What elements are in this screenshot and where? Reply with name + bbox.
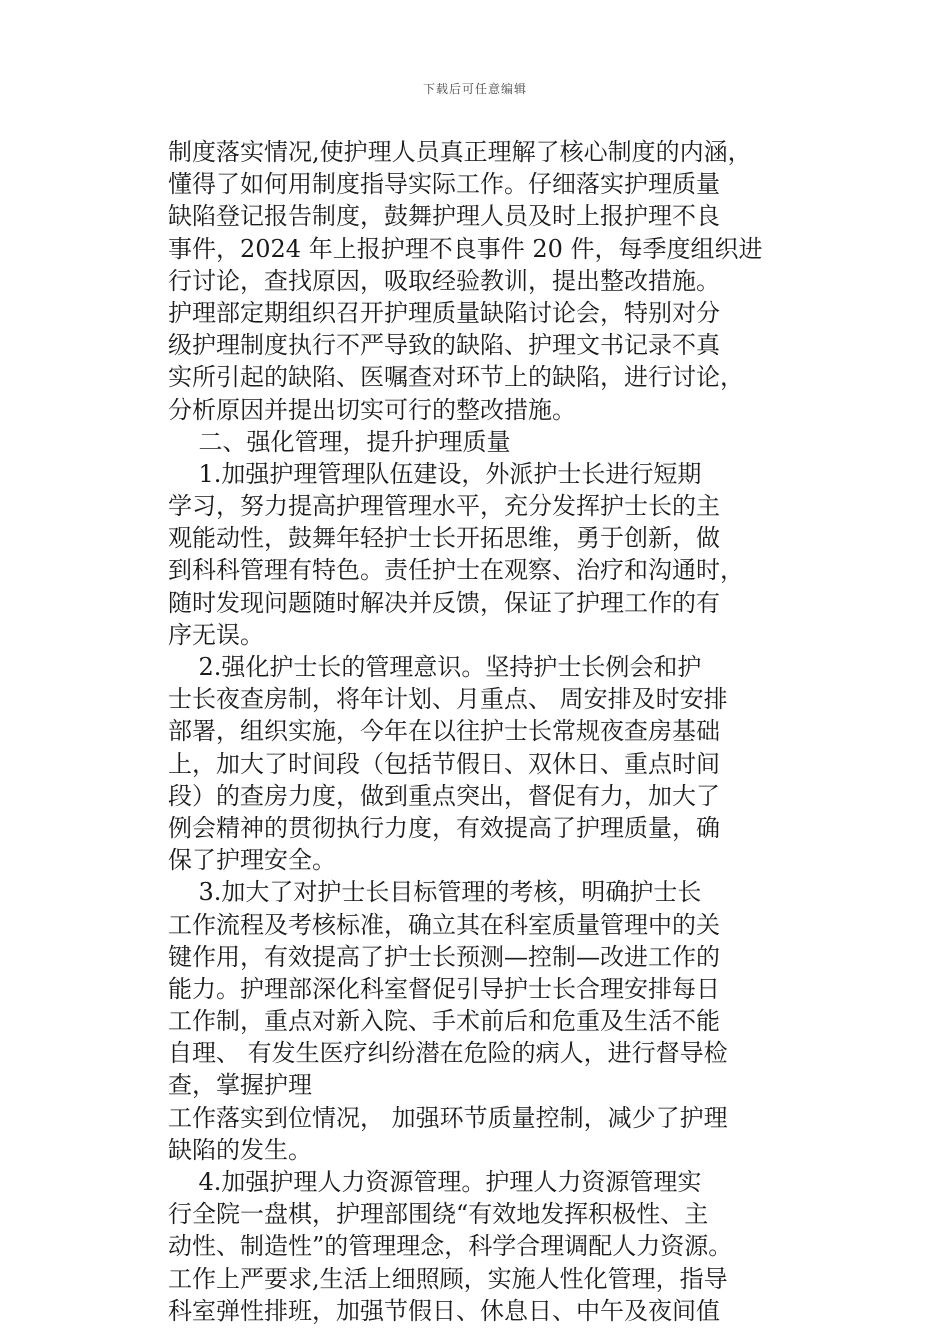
text-line: 工作上严要求,生活上细照顾，实施人性化管理，指导 — [168, 1264, 728, 1293]
text-line: 例会精神的贯彻执行力度，有效提高了护理质量，确 — [168, 813, 720, 842]
text-line: 护理部定期组织召开护理质量缺陷讨论会，特别对分 — [168, 298, 720, 327]
text-line: 懂得了如何用制度指导实际工作。仔细落实护理质量 — [168, 170, 720, 199]
text-line: 自理、 有发生医疗纠纷潜在危险的病人，进行督导检 — [168, 1039, 728, 1068]
text-line: 学习，努力提高护理管理水平，充分发挥护士长的主 — [168, 492, 720, 521]
text-line: 上，加大了时间段（包括节假日、双休日、重点时间 — [168, 749, 720, 778]
text-line: 查，掌握护理 — [168, 1071, 312, 1100]
text-line: 级护理制度执行不严导致的缺陷、护理文书记录不真 — [168, 331, 720, 360]
text-line: 行全院一盘棋，护理部围绕“有效地发挥积极性、主 — [168, 1200, 709, 1229]
text-line: 随时发现问题随时解决并反馈，保证了护理工作的有 — [168, 588, 720, 617]
text-line: 工作流程及考核标准，确立其在科室质量管理中的关 — [168, 910, 720, 939]
text-line: 4.加强护理人力资源管理。护理人力资源管理实 — [168, 1168, 702, 1196]
text-line: 能力。护理部深化科室督促引导护士长合理安排每日 — [168, 974, 720, 1003]
text-line: 缺陷的发生。 — [168, 1135, 312, 1164]
text-line: 段）的查房力度，做到重点突出，督促有力，加大了 — [168, 781, 720, 810]
text-line: 实所引起的缺陷、医嘱查对环节上的缺陷，进行讨论， — [168, 363, 744, 392]
section-heading: 二、强化管理，提升护理质量 — [168, 427, 511, 456]
text-line: 键作用，有效提高了护士长预测—控制—改进工作的 — [168, 942, 720, 971]
document-body — [168, 136, 788, 1327]
text-line: 士长夜查房制，将年计划、月重点、 周安排及时安排 — [168, 685, 728, 714]
text-line: 缺陷登记报告制度，鼓舞护理人员及时上报护理不良 — [168, 202, 720, 231]
text-line: 保了护理安全。 — [168, 846, 336, 875]
text-line: 工作制，重点对新入院、手术前后和危重及生活不能 — [168, 1007, 720, 1036]
text-line: 部署，组织实施，今年在以往护士长常规夜查房基础 — [168, 717, 720, 746]
text-line: 1.加强护理管理队伍建设，外派护士长进行短期 — [168, 459, 702, 488]
text-line: 科室弹性排班，加强节假日、休息日、中午及夜间值 — [168, 1296, 720, 1325]
text-line: 分析原因并提出切实可行的整改措施。 — [168, 395, 576, 424]
text-line: 工作落实到位情况， 加强环节质量控制，减少了护理 — [168, 1103, 728, 1132]
text-line: 动性、制造性”的管理理念，科学合理调配人力资源。 — [168, 1232, 733, 1261]
text-line: 事件，2024 年上报护理不良事件 20 件，每季度组织进 — [168, 234, 763, 263]
text-line: 行讨论，查找原因，吸取经验教训，提出整改措施。 — [168, 266, 720, 295]
text-line: 制度落实情况,使护理人员真正理解了核心制度的内涵， — [168, 138, 752, 166]
text-line: 到科科管理有特色。责任护士在观察、治疗和沟通时， — [168, 556, 744, 585]
text-line: 观能动性，鼓舞年轻护士长开拓思维，勇于创新，做 — [168, 524, 720, 553]
text-line: 2.强化护士长的管理意识。坚持护士长例会和护 — [168, 653, 702, 681]
text-line: 序无误。 — [168, 620, 264, 649]
text-line: 3.加大了对护士长目标管理的考核，明确护士长 — [168, 878, 702, 907]
page-header-note: 下载后可任意编辑 — [422, 82, 527, 96]
